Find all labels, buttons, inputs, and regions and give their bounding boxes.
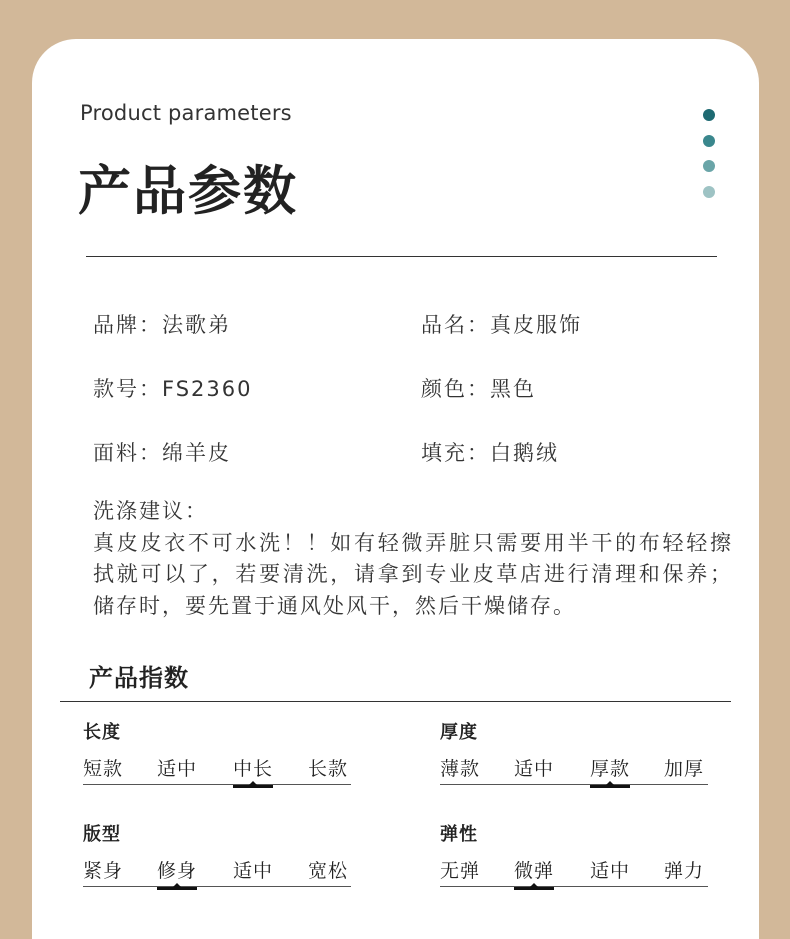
index-divider <box>60 701 731 702</box>
param-value: 绵羊皮 <box>162 441 231 465</box>
scale-option: 宽松 <box>308 860 349 882</box>
param-value: 黑色 <box>490 377 536 401</box>
scale-option: 适中 <box>590 860 631 882</box>
scale-option: 适中 <box>233 860 274 882</box>
param-label: 填充： <box>421 441 490 465</box>
scale-option: 微弹 <box>514 856 554 887</box>
param-label: 款号： <box>93 377 162 401</box>
care-instructions <box>93 496 733 622</box>
scale-option: 弹力 <box>664 860 705 882</box>
param-material <box>93 437 231 467</box>
scale-label: 长度 <box>83 722 121 743</box>
dot-icon <box>703 109 715 121</box>
param-brand <box>93 309 231 339</box>
param-value: 法歌弟 <box>162 313 231 337</box>
param-label: 品名： <box>421 313 490 337</box>
scale-options <box>440 754 708 785</box>
scale-option: 无弹 <box>440 860 481 882</box>
param-color <box>421 373 536 403</box>
param-value: 真皮服饰 <box>490 313 582 337</box>
param-model <box>93 373 252 403</box>
scale-options <box>440 856 708 887</box>
scale-length <box>83 718 351 785</box>
decorative-dots <box>703 109 715 211</box>
dot-icon <box>703 160 715 172</box>
scale-fit <box>83 820 351 887</box>
param-label: 面料： <box>93 441 162 465</box>
param-product-name <box>421 309 582 339</box>
care-label: 洗涤建议： <box>93 499 208 523</box>
scale-option: 适中 <box>157 758 198 780</box>
scale-option: 适中 <box>514 758 555 780</box>
index-title: 产品指数 <box>89 664 189 692</box>
scale-option: 加厚 <box>664 758 705 780</box>
param-value: 白鹅绒 <box>490 441 559 465</box>
param-label: 颜色： <box>421 377 490 401</box>
header-divider <box>86 256 717 257</box>
scale-option: 修身 <box>157 856 197 887</box>
param-value: FS2360 <box>162 377 253 401</box>
scale-options <box>83 754 351 785</box>
page-title: 产品参数 <box>78 161 298 222</box>
scale-option: 厚款 <box>590 754 630 785</box>
scale-option: 中长 <box>233 754 273 785</box>
param-filling <box>421 437 559 467</box>
dot-icon <box>703 186 715 198</box>
scale-option: 长款 <box>308 758 349 780</box>
subtitle-english: Product parameters <box>80 101 292 125</box>
scale-label: 版型 <box>83 824 121 845</box>
care-text: 真皮皮衣不可水洗！！如有轻微弄脏只需要用半干的布轻轻擦拭就可以了，若要清洗，请拿到专业皮草店进行清理和保养；储存时，要先置于通风处风干，然后干燥储存。 <box>93 530 733 618</box>
scale-option: 紧身 <box>83 860 124 882</box>
product-card <box>32 39 759 939</box>
scale-options <box>83 856 351 887</box>
dot-icon <box>703 135 715 147</box>
scale-option: 薄款 <box>440 758 481 780</box>
scale-option: 短款 <box>83 758 124 780</box>
scale-label: 弹性 <box>440 824 478 845</box>
param-label: 品牌： <box>93 313 162 337</box>
scale-label: 厚度 <box>440 722 478 743</box>
scale-thickness <box>440 718 708 785</box>
scale-elasticity <box>440 820 708 887</box>
